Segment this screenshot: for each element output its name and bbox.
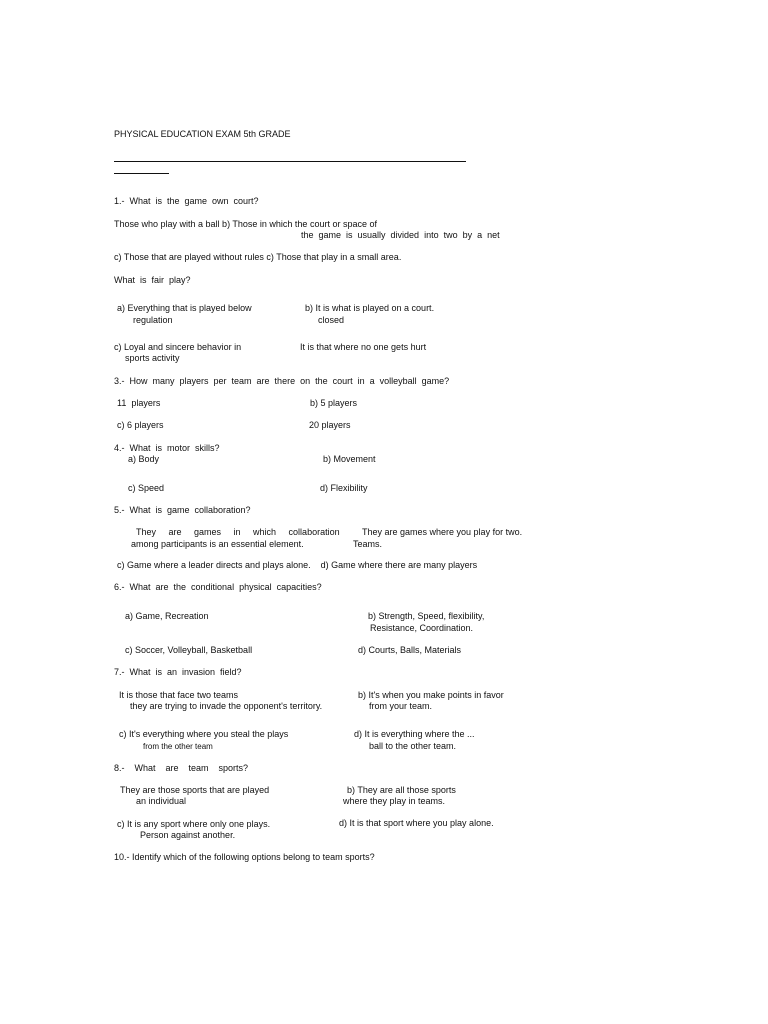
q6-option-c: c) Soccer, Volleyball, Basketball — [125, 645, 253, 655]
q7-option-c-cont: from the other team — [143, 742, 213, 751]
q5-option-b-cont: Teams. — [353, 539, 383, 549]
question-6: 6.- What are the conditional physical capacities? — [114, 582, 322, 592]
q2-option-a: a) Everything that is played below — [117, 303, 252, 313]
exam-title: PHYSICAL EDUCATION EXAM 5th GRADE — [114, 129, 291, 139]
question-5: 5.- What is game collaboration? — [114, 505, 251, 515]
q7-option-d-cont: ball to the other team. — [369, 741, 457, 751]
q4-option-c: c) Speed — [128, 483, 165, 493]
name-line-continuation — [114, 173, 169, 174]
q7-option-b: b) It's when you make points in favor — [358, 690, 504, 700]
q6-option-d: d) Courts, Balls, Materials — [358, 645, 462, 655]
q8-option-d: d) It is that sport where you play alone. — [339, 818, 494, 828]
question-1: 1.- What is the game own court? — [114, 196, 259, 206]
q3-option-d: 20 players — [309, 420, 351, 430]
q7-option-a: It is those that face two teams — [119, 690, 239, 700]
q5-options-c-d: c) Game where a leader directs and plays alone. d) Game where there are many players — [117, 560, 478, 570]
q7-option-c: c) It's everything where you steal the plays — [119, 729, 289, 739]
q2-option-c-cont: sports activity — [125, 353, 180, 363]
q8-option-a: They are those sports that are played — [120, 785, 270, 795]
q4-option-d: d) Flexibility — [320, 483, 368, 493]
q7-option-d: d) It is everything where the ... — [354, 729, 475, 739]
q3-option-a: 11 players — [117, 398, 161, 408]
q8-option-b-cont: where they play in teams. — [343, 796, 446, 806]
q6-option-a: a) Game, Recreation — [125, 611, 209, 621]
q6-option-b-cont: Resistance, Coordination. — [370, 623, 474, 633]
q3-option-c: c) 6 players — [117, 420, 164, 430]
q8-option-c-cont: Person against another. — [140, 830, 236, 840]
q1-options-line2: the game is usually divided into two by a net — [301, 230, 500, 240]
q1-options-line1: Those who play with a ball b) Those in which the court or space of — [114, 219, 377, 229]
q1-options-line3: c) Those that are played without rules c) Those that play in a small area. — [114, 252, 402, 262]
q8-option-c: c) It is any sport where only one plays. — [117, 819, 271, 829]
q2-option-c: c) Loyal and sincere behavior in — [114, 342, 242, 352]
q7-option-a-cont: they are trying to invade the opponent's territory. — [130, 701, 323, 711]
q3-option-b: b) 5 players — [310, 398, 358, 408]
q2-option-b-cont: closed — [318, 315, 345, 325]
q4-option-a: a) Body — [128, 454, 160, 464]
q4-option-b: b) Movement — [323, 454, 376, 464]
question-4: 4.- What is motor skills? — [114, 443, 220, 453]
q2-option-b: b) It is what is played on a court. — [305, 303, 435, 313]
q5-option-a-cont: among participants is an essential element. — [131, 539, 304, 549]
q2-option-d: It is that where no one gets hurt — [300, 342, 427, 352]
question-10: 10.- Identify which of the following options belong to team sports? — [114, 852, 375, 862]
q5-option-a: They are games in which collaboration — [136, 527, 340, 537]
question-7: 7.- What is an invasion field? — [114, 667, 242, 677]
question-8: 8.- What are team sports? — [114, 763, 249, 773]
q5-option-b: They are games where you play for two. — [362, 527, 523, 537]
question-3: 3.- How many players per team are there on the court in a volleyball game? — [114, 376, 450, 386]
q7-option-b-cont: from your team. — [369, 701, 433, 711]
q8-option-b: b) They are all those sports — [347, 785, 456, 795]
question-2: What is fair play? — [114, 275, 191, 285]
q8-option-a-cont: an individual — [136, 796, 187, 806]
name-line — [114, 161, 466, 162]
q2-option-a-cont: regulation — [133, 315, 173, 325]
q6-option-b: b) Strength, Speed, flexibility, — [368, 611, 485, 621]
